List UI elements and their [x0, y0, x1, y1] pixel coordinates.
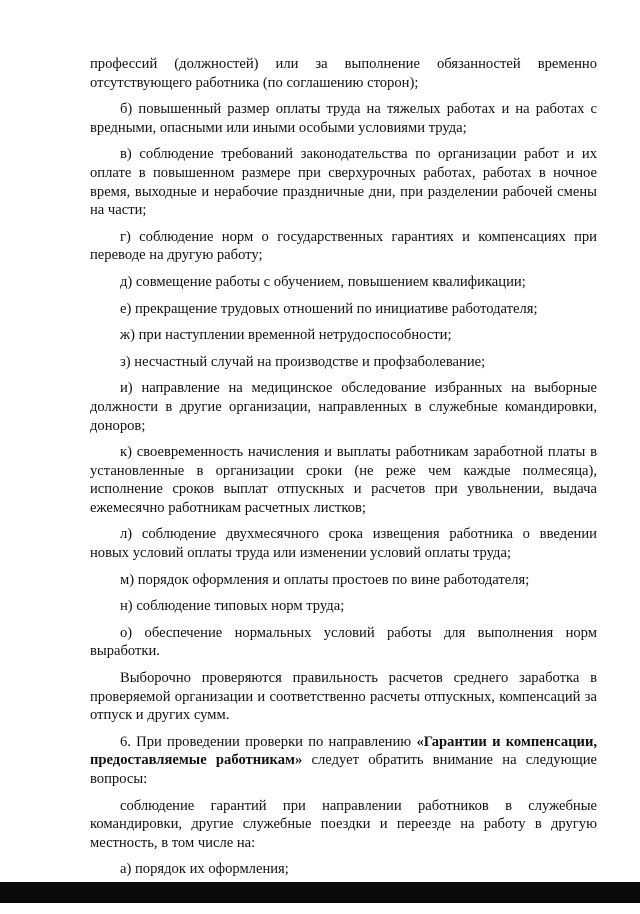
paragraph-item-o: о) обеспечение нормальных условий работы для выполнения норм выработки.: [90, 624, 597, 660]
paragraph-item-i: и) направление на медицинское обследование избранных на выборные должности в другие организации, направленных в служебные командировки, доноров;: [90, 380, 597, 434]
paragraph-item-n: н) соблюдение типовых норм труда;: [120, 598, 345, 615]
paragraph-item-zh: ж) при наступлении временной нетрудоспособности;: [120, 327, 452, 344]
paragraph-sampling-check: Выборочно проверяются правильность расчетов среднего заработка в проверяемой организации и соответственно расчеты отпускных, компенсаций за отпуск и других сумм.: [90, 670, 597, 724]
paragraph-item-a-order: а) порядок их оформления;: [120, 861, 289, 878]
paragraph-guarantees: соблюдение гарантий при направлении работников в служебные командировки, другие служебные поездки и переезде на работу в другую местность, в том числе на:: [90, 797, 597, 851]
paragraph-item-k: к) своевременность начисления и выплаты работникам заработной платы в установленные в организации сроки (не реже чем каждые полмесяца), исполнение сроков выплат отпускных и расчетов при увольнении, выдача ежемесячно работникам расчетных листков;: [90, 444, 597, 516]
scan-bottom-edge: [0, 882, 640, 903]
paragraph-item-v: в) соблюдение требований законодательства по организации работ и их оплате в повышенном размере при сверхурочных работах, работах в ночное время, выходные и нерабочие праздничные дни, при разделении рабочей смены на части;: [90, 146, 597, 219]
paragraph-item-m: м) порядок оформления и оплаты простоев по вине работодателя;: [120, 571, 530, 588]
section-6-suffix: следует обратить внимание на следующие вопросы:: [90, 752, 597, 787]
paragraph-item-z: з) несчастный случай на производстве и профзаболевание;: [120, 353, 486, 370]
paragraph-continuation: профессий (должностей) или за выполнение обязанностей временно отсутствующего работника (по соглашению сторон);: [90, 56, 597, 91]
paragraph-item-e: е) прекращение трудовых отношений по инициативе работодателя;: [120, 300, 538, 317]
section-6-heading: «Гарантии и компенсации, предоставляемые работникам»: [90, 733, 597, 769]
paragraph-item-b: б) повышенный размер оплаты труда на тяжелых работах и на работах с вредными, опасными или иными особыми условиями труда;: [90, 101, 597, 136]
paragraph-section-6: [90, 733, 597, 789]
paragraph-item-g: г) соблюдение норм о государственных гарантиях и компенсациях при переводе на другую работу;: [90, 228, 597, 264]
paragraph-item-l: л) соблюдение двухмесячного срока извещения работника о введении новых условий оплаты труда или изменении условий оплаты труда;: [90, 526, 597, 562]
paragraph-item-d: д) совмещение работы с обучением, повышением квалификации;: [120, 273, 526, 290]
document-page: [90, 55, 597, 914]
section-6-prefix: 6. При проведении проверки по направлению: [120, 733, 417, 750]
